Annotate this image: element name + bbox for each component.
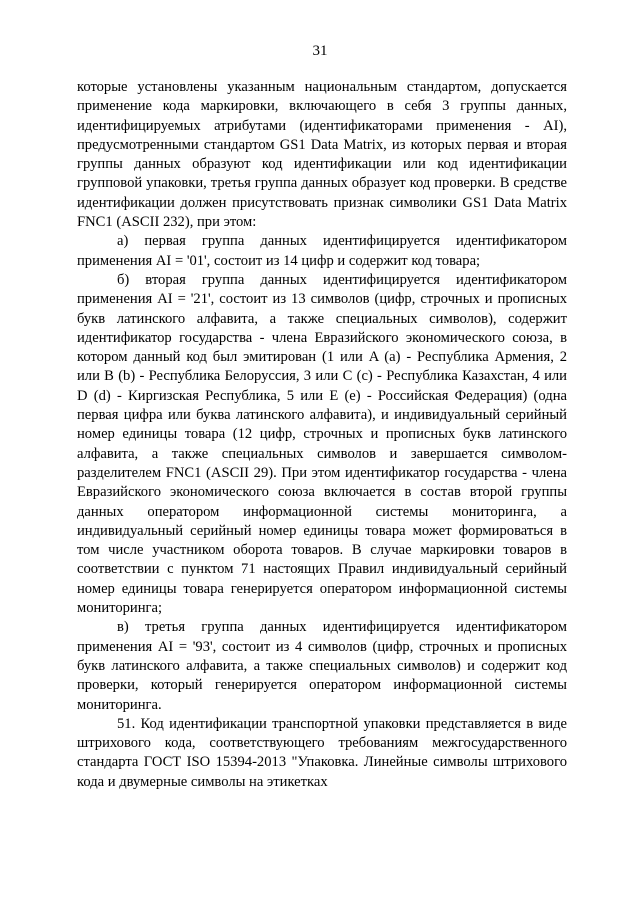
document-body [77,78,567,792]
paragraph-item-b: б) вторая группа данных идентифицируется идентификатором применения AI = '21', состоит из 13 символов (цифр, строчных и прописных букв латинского алфавита, а также специальных символов), содержит идентификатор государства - члена Евразийского экономического союза, в котором данный код был эмитирован (1 или A (a) - Республика Армения, 2 или B (b) - Республика Белоруссия, 3 или C (c) - Республика Казахстан, 4 или D (d) - Киргизская Республика, 5 или E (e) - Российская Федерация) (одна первая цифра или буква латинского алфавита), и индивидуальный серийный номер единицы товара (12 цифр, строчных и прописных букв латинского алфавита, а также специальных символов и завершается символом-разделителем FNC1 (ASCII 29). При этом идентификатор государства - члена Евразийского экономического союза включается в состав второй группы данных оператором информационной системы мониторинга, а индивидуальный серийный номер единицы товара может формироваться в том числе участником оборота товаров. В случае маркировки товаров в соответствии с пунктом 71 настоящих Правил индивидуальный серийный номер единицы товара генерируется оператором информационной системы мониторинга; [77,271,567,617]
paragraph-continuation: которые установлены указанным национальным стандартом, допускается применение кода маркировки, включающего в себя 3 группы данных, идентифицируемых атрибутами (идентификаторами применения - AI), предусмотренными стандартом GS1 Data Matrix, из которых первая и вторая группы данных образуют код идентификации или код идентификации групповой упаковки, третья группа данных образует код проверки. В средстве идентификации должен присутствовать признак символики GS1 Data Matrix FNC1 (ASCII 232), при этом: [77,79,567,231]
paragraph-item-v: в) третья группа данных идентифицируется идентификатором применения AI = '93', состоит из 4 символов (цифр, строчных и прописных букв латинского алфавита, а также специальных символов) и содержит код проверки, который генерируется оператором информационной системы мониторинга. [77,619,567,713]
paragraph-51: 51. Код идентификации транспортной упаковки представляется в виде штрихового кода, соответствующего требованиям межгосударственного стандарта ГОСТ ISO 15394-2013 "Упаковка. Линейные символы штрихового кода и двумерные символы на этикетках [77,715,567,790]
page-number: 31 [312,43,328,59]
paragraph-item-a: а) первая группа данных идентифицируется идентификатором применения AI = '01', состоит из 14 цифр и содержит код товара; [77,233,567,269]
